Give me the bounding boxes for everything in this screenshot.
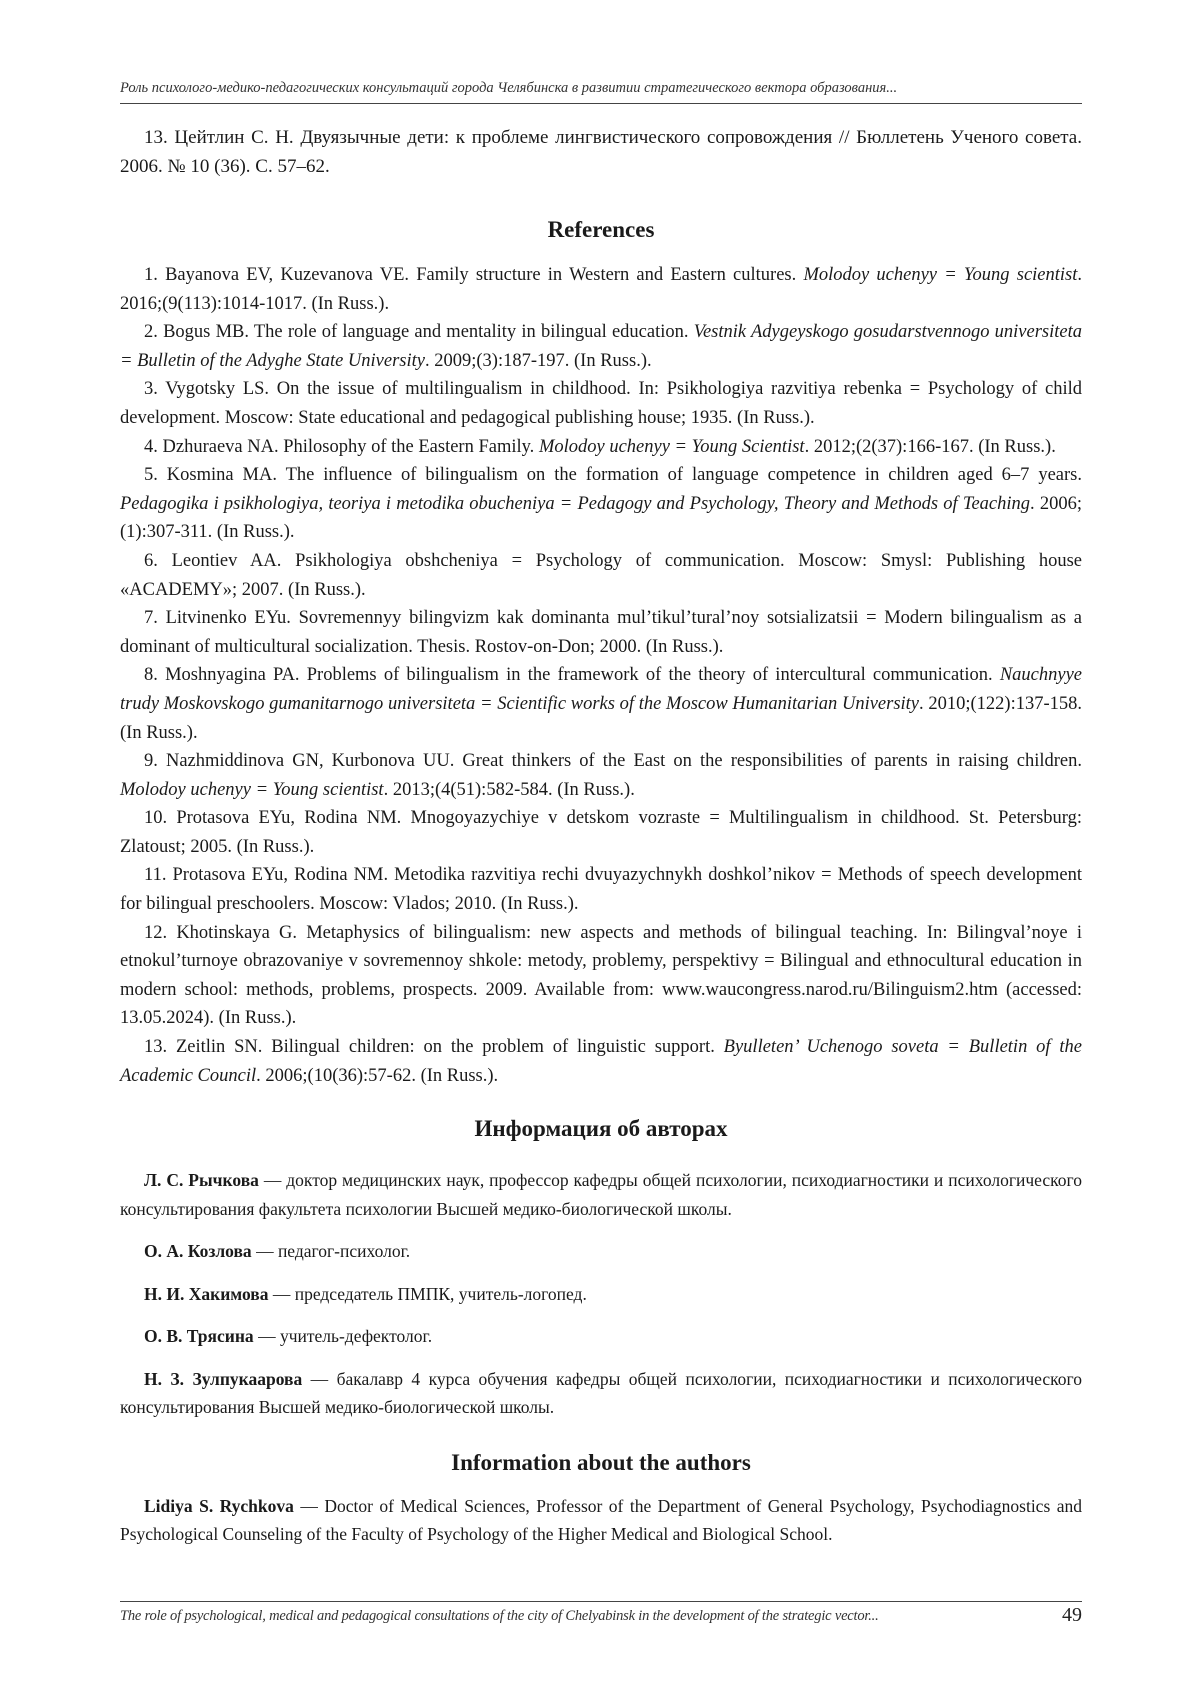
- reference-item: 8. Moshnyagina PA. Problems of bilingualism in the framework of the theory of intercultural communication. Nauchnyye trudy Moskovskogo gumanitarnogo universiteta = Scientific works of the Moscow Humanitarian University. 2010;(122):137-158. (In Russ.).: [120, 665, 1082, 743]
- reference-item: 12. Khotinskaya G. Metaphysics of bilingualism: new aspects and methods of bilingual teaching. In: Bilingval’noye i etnokul’turnoye obrazovaniye v sovremennoy shkole: metody, problemy, perspektivy = Bilingual and ethnocultural education in modern school: methods, problems, prospects. 2009. Available from: www.waucongress.narod.ru/Bilinguism2.htm (accessed: 13.05.2024). (In Russ.).: [120, 922, 1082, 1029]
- authors-info-en-heading: Information about the authors: [451, 1449, 751, 1475]
- author-entry: Н. И. Хакимова — председатель ПМПК, учитель-логопед.: [144, 1283, 587, 1304]
- author-entry: О. В. Трясина — учитель-дефектолог.: [144, 1326, 433, 1347]
- reference-item: 2. Bogus MB. The role of language and mentality in bilingual education. Vestnik Adygeyskogo gosudarstvennogo universiteta = Bulletin of the Adyghe State University. 2009;(3):187-197. (In Russ.).: [120, 322, 1083, 371]
- running-footer: The role of psychological, medical and pedagogical consultations of the city of Chelyabinsk in the development of the strategic vector...: [120, 1608, 879, 1624]
- author-entry: Н. З. Зулпукаарова — бакалавр 4 курса обучения кафедры общей психологии, психодиагностики и психологического консультирования Высшей медико-биологической школы.: [120, 1368, 1082, 1418]
- reference-item: 9. Nazhmiddinova GN, Kurbonova UU. Great thinkers of the East on the responsibilities of parents in raising children. Molodoy uchenyy = Young scientist. 2013;(4(51):582-584. (In Russ.).: [120, 751, 1082, 800]
- reference-item: 5. Kosmina MA. The influence of bilingualism on the formation of language competence in children aged 6–7 years. Pedagogika i psikhologiya, teoriya i metodika obucheniya = Pedagogy and Psychology, Theory and Methods of Teaching. 2006;(1):307-311. (In Russ.).: [120, 465, 1083, 543]
- authors-ru-list: [120, 1166, 1082, 1422]
- reference-item: 11. Protasova EYu, Rodina NM. Metodika razvitiya rechi dvuyazychnykh doshkol’nikov = Methods of speech development for bilingual preschoolers. Moscow: Vlados; 2010. (In Russ.).: [120, 865, 1082, 915]
- author-entry: Lidiya S. Rychkova — Doctor of Medical Sciences, Professor of the Department of General Psychology, Psychodiagnostics and Psychological Counseling of the Faculty of Psychology of the Higher Medical and Biological School.: [120, 1495, 1082, 1545]
- authors-en-list: [120, 1492, 1082, 1549]
- references-heading: References: [547, 217, 655, 242]
- footer-rule: [120, 1601, 1082, 1602]
- reference-item: 1. Bayanova EV, Kuzevanova VE. Family structure in Western and Eastern cultures. Molodoy uchenyy = Young scientist. 2016;(9(113):1014-1017. (In Russ.).: [120, 265, 1082, 314]
- page-number: 49: [1062, 1604, 1082, 1626]
- author-entry: Л. С. Рычкова — доктор медицинских наук, профессор кафедры общей психологии, психодиагностики и психологического консультирования факультета психологии Высшей медико-биологической школы.: [120, 1170, 1082, 1219]
- authors-info-ru-heading: Информация об авторах: [474, 1116, 728, 1142]
- running-header: Роль психолого-медико-педагогических консультаций города Челябинска в развитии стратегического вектора образования...: [120, 80, 898, 96]
- author-entry: О. А. Козлова — педагог-психолог.: [144, 1241, 411, 1262]
- reference-item: 6. Leontiev AA. Psikhologiya obshcheniya = Psychology of communication. Moscow: Smysl: Publishing house «ACADEMY»; 2007. (In Russ.).: [120, 550, 1082, 600]
- reference-item: 3. Vygotsky LS. On the issue of multilingualism in childhood. In: Psikhologiya razvitiya rebenka = Psychology of child development. Moscow: State educational and pedagogical publishing house; 1935. (In Russ.).: [120, 379, 1082, 428]
- reference-item: 10. Protasova EYu, Rodina NM. Mnogoyazychiye v detskom vozraste = Multilingualism in childhood. St. Petersburg: Zlatoust; 2005. (In Russ.).: [120, 808, 1082, 857]
- references-list: [120, 261, 1082, 1090]
- journal-page: [120, 0, 1082, 1697]
- header-rule: [120, 103, 1082, 104]
- reference-item: 4. Dzhuraeva NA. Philosophy of the Eastern Family. Molodoy uchenyy = Young Scientist. 2012;(2(37):166-167. (In Russ.).: [144, 436, 1056, 457]
- reference-item: 7. Litvinenko EYu. Sovremennyy bilingvizm kak dominanta mul’tikul’tural’noy sotsializatsii = Modern bilingualism as a dominant of multicultural socialization. Thesis. Rostov-on-Don; 2000. (In Russ.).: [120, 608, 1082, 657]
- page-body: [120, 124, 1082, 1563]
- reference-item: 13. Zeitlin SN. Bilingual children: on the problem of linguistic support. Byulleten’ Uchenogo soveta = Bulletin of the Academic Council. 2006;(10(36):57-62. (In Russ.).: [120, 1037, 1082, 1086]
- previous-reference-13: 13. Цейтлин С. Н. Двуязычные дети: к проблеме лингвистического сопровождения // Бюллетень Ученого совета. 2006. № 10 (36). С. 57–62.: [120, 127, 1082, 177]
